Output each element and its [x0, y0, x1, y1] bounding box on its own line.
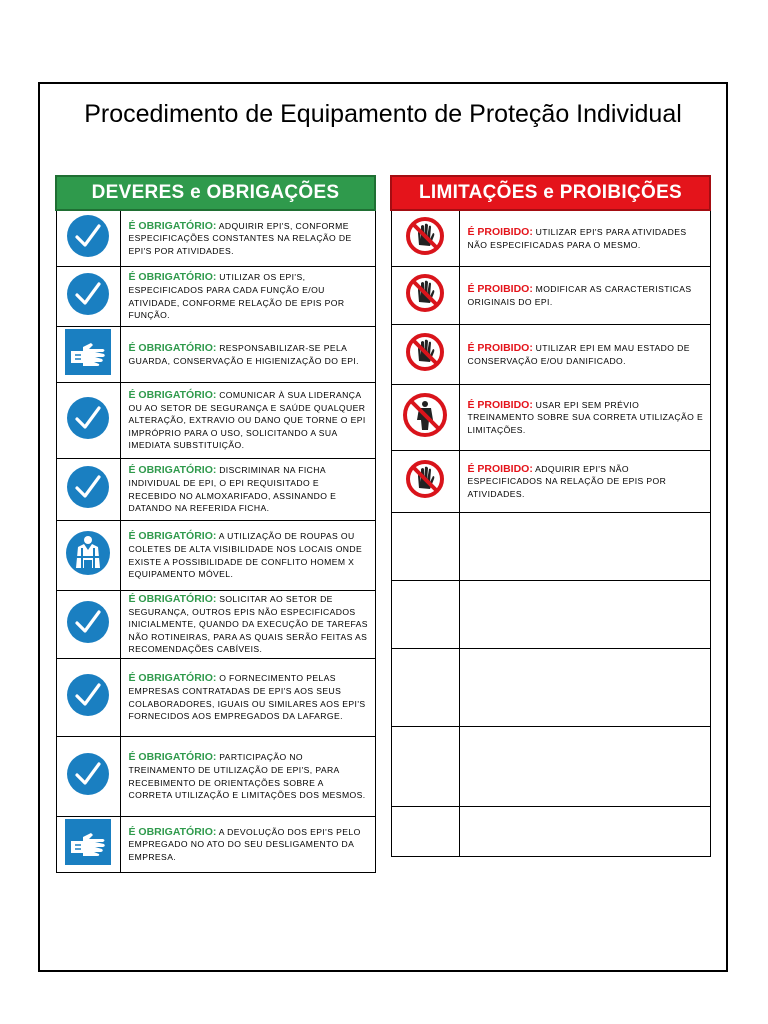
- icon-cell: [391, 513, 459, 581]
- rule-lead: É OBRIGATÓRIO:: [128, 219, 217, 232]
- icon-cell: [56, 521, 120, 591]
- icon-cell: [391, 325, 459, 385]
- icon-cell: [56, 817, 120, 873]
- icon-cell: [391, 210, 459, 267]
- prohibition-row: [391, 727, 710, 807]
- prohibitions-header: LIMITAÇÕES e PROIBIÇÕES: [391, 176, 710, 210]
- icon-cell: [391, 581, 459, 649]
- duty-row: [56, 459, 375, 521]
- rule-lead: É OBRIGATÓRIO:: [128, 389, 217, 402]
- rule-text-cell: [459, 649, 710, 727]
- prohibition-row: [391, 210, 710, 267]
- duty-row: [56, 737, 375, 817]
- rule-text-cell: [459, 581, 710, 649]
- icon-cell: [56, 267, 120, 327]
- duty-row: [56, 521, 375, 591]
- glove-icon: [65, 329, 111, 375]
- rule-text-cell: [459, 267, 710, 325]
- rule-text-cell: [120, 267, 375, 327]
- icon-cell: [56, 383, 120, 459]
- prohibited-entry-icon: [402, 392, 448, 438]
- check-icon: [65, 213, 111, 259]
- check-icon: [65, 271, 111, 317]
- check-icon: [65, 395, 111, 441]
- icon-cell: [56, 459, 120, 521]
- check-icon: [65, 672, 111, 718]
- check-icon: [65, 599, 111, 645]
- duty-row: [56, 327, 375, 383]
- prohibition-row: [391, 807, 710, 857]
- prohibited-hand-icon: [402, 456, 448, 502]
- rule-text: UTILIZAR OS EPI'S, ESPECIFICADOS PARA CADA FUNÇÃO E/OU ATIVIDADE, CONFORME RELAÇÃO DE EPIS POR FUNÇÃO.: [128, 272, 345, 321]
- rule-text-cell: [120, 591, 375, 659]
- rule-text: PARTICIPAÇÃO NO TREINAMENTO DE UTILIZAÇÃO DE EPI'S, PARA RECEBIMENTO DE ORIENTAÇÕES SOBRE A CORRETA UTILIZAÇÃO E LIMITAÇÕES DOS MESMOS.: [128, 752, 366, 801]
- rule-text-cell: [459, 727, 710, 807]
- rule-lead: É PROIBIDO:: [467, 462, 533, 475]
- rule-text-cell: [459, 807, 710, 857]
- rule-text: ADQUIRIR EPI'S, CONFORME ESPECIFICAÇÕES CONSTANTES NA RELAÇÃO DE EPI'S POR ATIVIDADES.: [128, 220, 352, 256]
- rule-text: ADQUIRIR EPI'S NÃO ESPECIFICADOS NA RELAÇÃO DE EPIS POR ATIVIDADES.: [467, 463, 667, 499]
- prohibition-row: [391, 513, 710, 581]
- rule-lead: É OBRIGATÓRIO:: [128, 751, 217, 764]
- duty-row: [56, 659, 375, 737]
- icon-cell: [56, 210, 120, 267]
- rule-text-cell: [120, 817, 375, 873]
- duties-table: [55, 175, 376, 873]
- icon-cell: [391, 451, 459, 513]
- rule-text-cell: [120, 521, 375, 591]
- icon-cell: [391, 385, 459, 451]
- rule-text-cell: [459, 451, 710, 513]
- prohibition-row: [391, 649, 710, 727]
- safety-vest-icon: [65, 530, 111, 576]
- prohibited-hand-icon: [402, 329, 448, 375]
- rule-text: DISCRIMINAR NA FICHA INDIVIDUAL DE EPI, O EPI REQUISITADO E RECEBIDO NO ALMOXARIFADO, ASSINANDO E DATANDO NA REFERIDA FICHA.: [128, 465, 337, 514]
- rule-text-cell: [459, 513, 710, 581]
- prohibition-row: [391, 325, 710, 385]
- rule-lead: É OBRIGATÓRIO:: [128, 825, 217, 838]
- duty-row: [56, 383, 375, 459]
- rule-text: SOLICITAR AO SETOR DE SEGURANÇA, OUTROS EPIS NÃO ESPECIFICADOS INICIALMENTE, QUANDO DA EXECUÇÃO DE TAREFAS NÃO ROTINEIRAS, PARA AS QUAIS SERÃO FEITAS AS RECOMENDAÇÕES CABÍVEIS.: [128, 594, 368, 655]
- page-title: Procedimento de Equipamento de Proteção Individual: [84, 100, 682, 128]
- rule-text-cell: [120, 383, 375, 459]
- duties-header: DEVERES e OBRIGAÇÕES: [56, 176, 375, 210]
- rule-text-cell: [120, 459, 375, 521]
- rule-lead: É OBRIGATÓRIO:: [128, 271, 217, 284]
- duty-row: [56, 591, 375, 659]
- icon-cell: [391, 267, 459, 325]
- rule-text-cell: [459, 210, 710, 267]
- rule-lead: É PROIBIDO:: [467, 341, 533, 354]
- rule-lead: É OBRIGATÓRIO:: [128, 530, 217, 543]
- rule-text-cell: [120, 327, 375, 383]
- rule-text: MODIFICAR AS CARACTERISTICAS ORIGINAIS DO EPI.: [467, 283, 692, 307]
- check-icon: [65, 751, 111, 797]
- rule-lead: É PROIBIDO:: [467, 398, 533, 411]
- prohibition-row: [391, 581, 710, 649]
- glove-icon: [65, 819, 111, 865]
- rule-lead: É PROIBIDO:: [467, 282, 533, 295]
- duty-row: [56, 210, 375, 267]
- prohibited-hand-icon: [402, 213, 448, 259]
- icon-cell: [391, 649, 459, 727]
- prohibitions-table: [390, 175, 711, 857]
- prohibition-row: [391, 385, 710, 451]
- duty-row: [56, 817, 375, 873]
- icon-cell: [56, 659, 120, 737]
- icon-cell: [56, 737, 120, 817]
- icon-cell: [56, 327, 120, 383]
- rule-text: RESPONSABILIZAR-SE PELA GUARDA, CONSERVAÇÃO E HIGIENIZAÇÃO DO EPI.: [128, 342, 359, 366]
- rule-text: COMUNICAR À SUA LIDERANÇA OU AO SETOR DE SEGURANÇA E SAÚDE QUALQUER ALTERAÇÃO, EXTRAVIO OU DANO QUE TORNE O EPI IMPRÓPRIO PARA O USO, SOLICITANDO A SUA IMEDIATA SUBSTITUIÇÃO.: [128, 390, 366, 451]
- rule-text: O FORNECIMENTO PELAS EMPRESAS CONTRATADAS DE EPI'S AOS SEUS COLABORADORES, IGUAIS OU SIMILARES AOS EPI'S FORNECIDOS AOS EMPREGADOS DA LAFARGE.: [128, 673, 366, 722]
- rule-text-cell: [120, 737, 375, 817]
- icon-cell: [391, 807, 459, 857]
- rule-lead: É OBRIGATÓRIO:: [128, 341, 217, 354]
- rule-lead: É PROIBIDO:: [467, 225, 533, 238]
- icon-cell: [56, 591, 120, 659]
- rule-text-cell: [120, 210, 375, 267]
- rule-text: USAR EPI SEM PRÉVIO TREINAMENTO SOBRE SUA CORRETA UTILIZAÇÃO E LIMITAÇÕES.: [467, 399, 704, 435]
- duty-row: [56, 267, 375, 327]
- rule-text: UTILIZAR EPI'S PARA ATIVIDADES NÃO ESPECIFICADAS PARA O MESMO.: [467, 226, 687, 250]
- prohibition-row: [391, 267, 710, 325]
- prohibited-hand-icon: [402, 270, 448, 316]
- rule-text-cell: [459, 385, 710, 451]
- rule-lead: É OBRIGATÓRIO:: [128, 593, 217, 606]
- icon-cell: [391, 727, 459, 807]
- rule-text-cell: [459, 325, 710, 385]
- rule-text: A DEVOLUÇÃO DOS EPI'S PELO EMPREGADO NO ATO DO SEU DESLIGAMENTO DA EMPRESA.: [128, 826, 361, 862]
- check-icon: [65, 464, 111, 510]
- rule-text: UTILIZAR EPI EM MAU ESTADO DE CONSERVAÇÃO E/OU DANIFICADO.: [467, 342, 690, 366]
- rule-lead: É OBRIGATÓRIO:: [128, 672, 217, 685]
- rule-lead: É OBRIGATÓRIO:: [128, 464, 217, 477]
- rule-text-cell: [120, 659, 375, 737]
- prohibition-row: [391, 451, 710, 513]
- rule-text: A UTILIZAÇÃO DE ROUPAS OU COLETES DE ALTA VISIBILIDADE NOS LOCAIS ONDE EXISTE A POSSIBILIDADE DE CONFLITO HOMEM X EQUIPAMENTO MÓVEL.: [128, 531, 363, 580]
